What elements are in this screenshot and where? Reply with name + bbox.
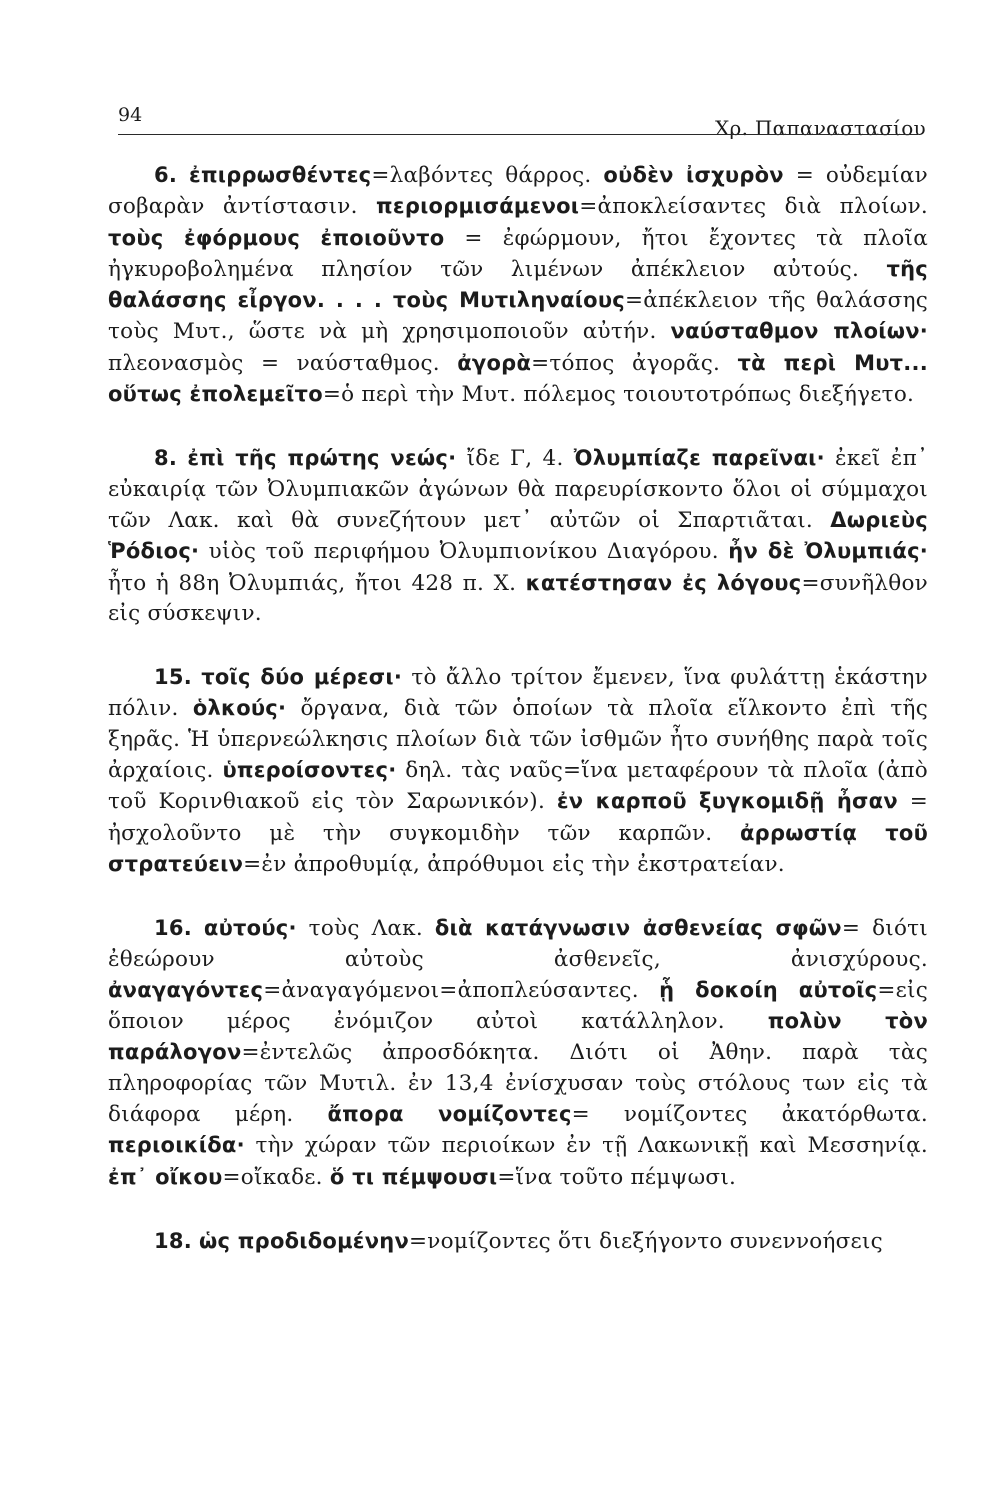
lemma: κατέστησαν ἐς λόγους — [525, 570, 802, 595]
gloss: =ἀποκλείσαντες διὰ πλοίων. — [579, 194, 928, 220]
gloss: τὸ ἄλλο τρίτον ἔμενεν, ἵνα φυλάττῃ ἑκάστην πόλιν. — [108, 665, 928, 722]
commentary-paragraph — [108, 662, 928, 880]
lemma: ἀρρωστίᾳ τοῦ στρατεύειν — [108, 820, 928, 876]
gloss: τοὺς Λακ. — [296, 916, 435, 942]
gloss: =νομίζοντες ὅτι διεξήγοντο συνεννοήσεις — [409, 1228, 883, 1254]
section-number: 8. — [154, 446, 178, 471]
lemma: ἀγορὰ — [457, 350, 532, 375]
lemma: ἄπορα νομίζοντες — [327, 1102, 572, 1127]
section-number: 15. — [154, 665, 192, 690]
lemma: διὰ κατάγνωσιν ἀσθενείας σφῶν — [434, 916, 842, 941]
gloss: υἱὸς τοῦ περιφήμου Ὀλυμπιονίκου Διαγόρου. — [199, 539, 729, 565]
gloss: = διότι ἐθεώρουν αὐτοὺς ἀσθενεῖς, ἀνισχύρους. — [108, 916, 928, 972]
gloss: = οὐδεμίαν σοβαρὰν ἀντίστασιν. — [108, 163, 928, 220]
commentary-body — [108, 160, 928, 1290]
gloss: =ἐν ἀπροθυμίᾳ, ἀπρόθυμοι εἰς τὴν ἐκστρατείαν. — [243, 851, 785, 877]
lemma: ναύσταθμον πλοίων· — [670, 319, 928, 344]
commentary-paragraph — [108, 443, 928, 629]
gloss: ἴδε Γ, 4. — [456, 446, 574, 472]
lemma: ἀναγαγόντες — [108, 977, 264, 1002]
gloss: =ἐντελῶς ἀπροσδόκητα. Διότι οἱ Ἀθην. παρὰ τὰς πληροφορίας τῶν Μυτιλ. ἐν 13,4 ἐνίσχυσαν τοὺς στόλους των εἰς τὰ διάφορα μέρη. — [108, 1040, 928, 1128]
lemma: ὁλκούς· — [192, 696, 287, 721]
lemma: πολὺν τὸν παράλογον — [108, 1009, 929, 1065]
lemma: ἦν δὲ Ὀλυμπιάς· — [728, 539, 928, 564]
lemma: τῆς θαλάσσης εἶργον. . . . τοὺς Μυτιληναίους — [108, 256, 928, 313]
lemma: οὐδὲν ἰσχυρὸν — [603, 163, 784, 187]
gloss: ἦτο ἡ 88η Ὀλυμπιάς, ἤτοι 428 π. Χ. — [108, 570, 526, 596]
lemma: ἐπὶ τῆς πρώτης νεώς· — [187, 446, 457, 471]
lemma: ὑπεροίσοντες· — [222, 758, 397, 783]
running-head: Χρ. Παπαναστασίου — [715, 116, 926, 140]
page-header — [118, 104, 926, 144]
lemma: αὐτούς· — [203, 916, 297, 941]
gloss: =οἴκαδε. — [222, 1164, 330, 1190]
commentary-paragraph — [108, 160, 928, 410]
gloss: =τόπος ἀγορᾶς. — [531, 350, 738, 376]
lemma: Δωριεὺς Ῥόδιος· — [108, 507, 928, 564]
gloss: =συνῆλθον εἰς σύσκεψιν. — [108, 570, 928, 626]
lemma: περιοικίδα· — [108, 1133, 245, 1158]
gloss: =εἰς ὅποιον μέρος ἐνόμιζον αὐτοὶ κατάλληλον. — [108, 977, 928, 1035]
lemma: ἐν καρποῦ ξυγκομιδῇ ἦσαν — [556, 789, 898, 814]
header-rule — [118, 134, 918, 135]
gloss: = ἠσχολοῦντο μὲ τὴν συγκομιδὴν τῶν καρπῶν. — [108, 789, 928, 846]
gloss: τὴν χώραν τῶν περιοίκων ἐν τῇ Λακωνικῇ καὶ Μεσσηνίᾳ. — [244, 1133, 928, 1159]
lemma: περιορμισάμενοι — [376, 194, 580, 219]
gloss: =ἀναγαγόμενοι=ἀποπλεύσαντες. — [263, 977, 660, 1003]
gloss: πλεονασμὸς = ναύσταθμος. — [108, 350, 458, 376]
commentary-paragraph — [108, 913, 928, 1193]
lemma: τοὺς ἐφόρμους ἐποιοῦντο — [108, 225, 445, 250]
section-number: 16. — [154, 916, 192, 941]
gloss: =ἀπέκλειον τῆς θαλάσσης τοὺς Μυτ., ὥστε νὰ μὴ χρησιμοποιοῦν αὐτήν. — [108, 288, 928, 345]
gloss: ἐκεῖ ἐπ᾽ εὐκαιρίᾳ τῶν Ὀλυμπιακῶν ἀγώνων θὰ παρευρίσκοντο ὅλοι οἱ σύμμαχοι τῶν Λακ. καὶ θὰ συνεζήτουν μετ᾽ αὐτῶν οἱ Σπαρτιᾶται. — [108, 446, 928, 533]
lemma: ἐπιρρωσθέντες — [189, 163, 372, 187]
section-number: 6. — [154, 163, 178, 187]
lemma: τοῖς δύο μέρεσι· — [201, 665, 403, 690]
gloss: δηλ. τὰς ναῦς=ἵνα μεταφέρουν τὰ πλοῖα (ἀπὸ τοῦ Κορινθιακοῦ εἰς τὸν Σαρωνικόν). — [108, 758, 928, 815]
gloss: =ἵνα τοῦτο πέμψωσι. — [497, 1164, 737, 1190]
gloss: =ὁ περὶ τὴν Μυτ. πόλεμος τοιουτοτρόπως διεξήγετο. — [322, 382, 915, 408]
lemma: ᾗ δοκοίη αὐτοῖς — [659, 977, 878, 1002]
lemma: ὅ τι πέμψουσι — [329, 1164, 498, 1189]
page-number: 94 — [118, 104, 143, 126]
commentary-paragraph — [108, 1226, 928, 1257]
lemma: ἐπ᾽ οἴκου — [108, 1164, 223, 1189]
gloss: =λαβόντες θάρρος. — [371, 163, 604, 188]
lemma: ὡς προδιδομένην — [199, 1228, 410, 1253]
lemma: τὰ περὶ Μυτ... οὕτως ἐπολεμεῖτο — [108, 350, 928, 407]
gloss: = νομίζοντες ἀκατόρθωτα. — [571, 1102, 928, 1128]
section-number: 18. — [154, 1228, 192, 1253]
lemma: Ὀλυμπίαζε παρεῖναι· — [573, 446, 825, 471]
gloss: ὄργανα, διὰ τῶν ὁποίων τὰ πλοῖα εἵλκοντο ἐπὶ τῆς ξηρᾶς. Ἡ ὑπερνεώλκησις πλοίων διὰ τῶν ἰσθμῶν ἦτο συνήθης παρὰ τοῖς ἀρχαίοις. — [108, 696, 928, 784]
gloss: = ἐφώρμουν, ἤτοι ἔχοντες τὰ πλοῖα ἠγκυροβολημένα πλησίον τῶν λιμένων ἀπέκλειον αὐτούς. — [108, 225, 928, 282]
